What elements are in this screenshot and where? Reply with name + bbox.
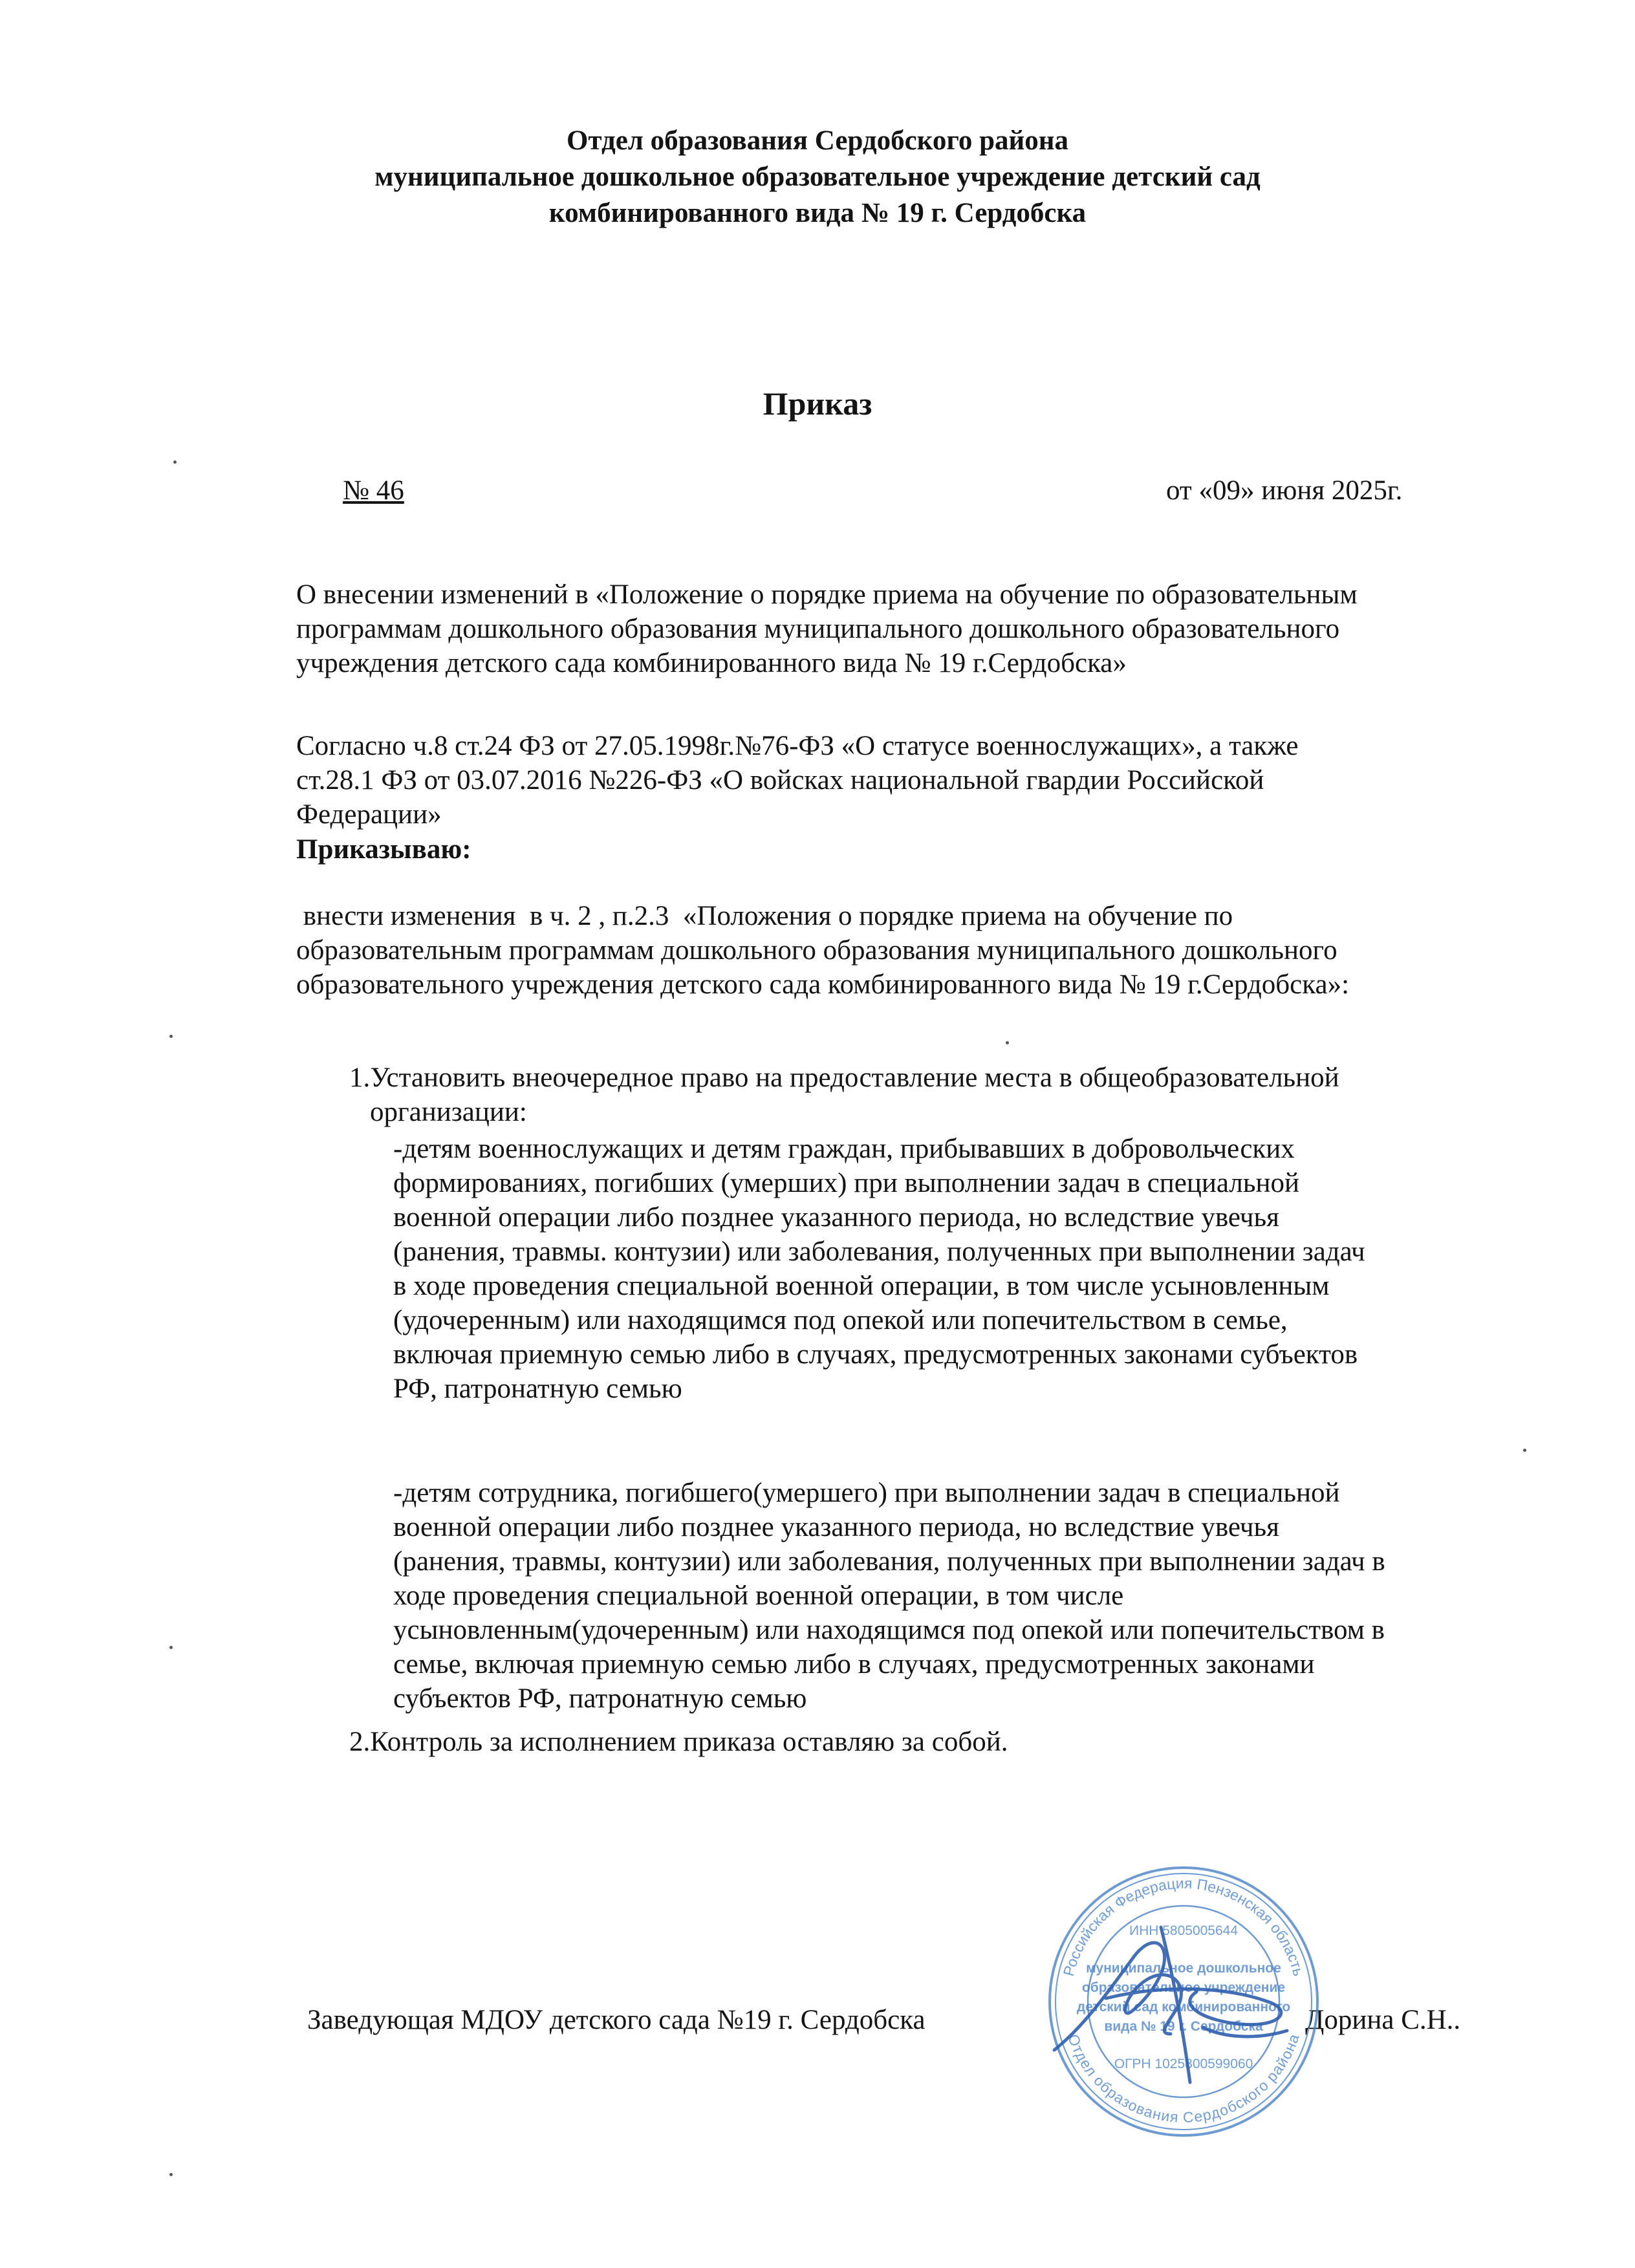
stamp-center-line: вида № 19 г. Сердобска — [1104, 2019, 1263, 2034]
text-line: организации: — [370, 1097, 527, 1127]
header-line: комбинированного вида № 19 г. Сердобска — [548, 198, 1087, 228]
scan-speck — [1523, 1449, 1526, 1452]
order-date: от «09» июня 2025г. — [1166, 475, 1403, 506]
text-line: в ходе проведения специальной военной операции, в том числе усыновленным — [393, 1271, 1330, 1301]
text-line: ст.28.1 ФЗ от 03.07.2016 №226-ФЗ «О войсках национальной гвардии Российской — [296, 765, 1264, 795]
text-line: военной операции либо позднее указанного периода, но вследствие увечья — [393, 1202, 1279, 1233]
handwritten-signature — [1009, 1888, 1319, 2095]
text-line: формированиях, погибших (умерших) при выполнении задач в специальной — [393, 1168, 1299, 1198]
text-line: усыновленным(удочеренным) или находящимся под опекой или попечительством в — [393, 1615, 1385, 1645]
stamp-center-line: образовательное учреждение — [1081, 1980, 1286, 1995]
scan-speck — [169, 2173, 173, 2176]
text-line: О внесении изменений в «Положение о порядке приема на обучение по образовательным — [296, 579, 1358, 610]
text-line: семье, включая приемную семью либо в случаях, предусмотренных законами — [393, 1649, 1315, 1679]
text-line: образовательным программам дошкольного образования муниципального дошкольного — [296, 935, 1337, 966]
stamp-center-line: муниципальное дошкольное — [1086, 1961, 1281, 1976]
stamp-inn: ИНН 5805005644 — [1129, 1923, 1239, 1938]
order-subject — [296, 578, 1358, 680]
signatory-name: Дорина С.Н.. — [1305, 2005, 1461, 2035]
text-line: внести изменения в ч. 2 , п.2.3 «Положения о порядке приема на обучение по — [296, 901, 1233, 931]
stamp-ogrn: ОГРН 1025800599060 — [1114, 2057, 1253, 2071]
document-header — [0, 123, 1635, 232]
signatory-position: Заведующая МДОУ детского сада №19 г. Сердобска — [307, 2005, 926, 2035]
order-item-1 — [349, 1061, 1339, 1129]
text-line: (ранения, травмы, контузии) или заболевания, полученных при выполнении задач в — [393, 1546, 1385, 1577]
text-line: учреждения детского сада комбинированного вида № 19 г.Сердобска» — [296, 648, 1127, 678]
text-line: -детям сотрудника, погибшего(умершего) при выполнении задач в специальной — [393, 1478, 1340, 1508]
text-line: -детям военнослужащих и детям граждан, прибывавших в добровольческих — [393, 1134, 1295, 1164]
order-number: № 46 — [343, 475, 404, 506]
stamp-outer-top-text: Российская Федерация Пензенская область — [1059, 1874, 1308, 1978]
document-title: Приказ — [763, 385, 872, 422]
order-intro — [296, 899, 1349, 1002]
scan-speck — [173, 460, 177, 464]
text-line: РФ, патронатную семью — [393, 1374, 682, 1404]
order-word: Приказываю: — [296, 834, 471, 865]
order-item-2: 2.Контроль за исполнением приказа оставляю за собой. — [349, 1727, 1008, 1757]
stamp-outer-bottom-text: Отдел образования Сердобского района — [1065, 2031, 1303, 2126]
text-line: субъектов РФ, патронатную семью — [393, 1683, 807, 1714]
text-line: ходе проведения специальной военной операции, в том числе — [393, 1581, 1124, 1611]
text-line: программам дошкольного образования муниципального дошкольного образовательного — [296, 614, 1340, 644]
text-line: (удочеренным) или находящимся под опекой или попечительством в семье, — [393, 1305, 1288, 1335]
legal-basis — [296, 729, 1299, 832]
stamp-center-line: детский сад комбинированного — [1076, 2000, 1291, 2014]
text-line: 1.Установить внеочередное право на предоставление места в общеобразовательной — [349, 1063, 1339, 1093]
text-line: включая приемную семью либо в случаях, предусмотренных законами субъектов — [393, 1339, 1358, 1370]
text-line: Согласно ч.8 ст.24 ФЗ от 27.05.1998г.№76-ФЗ «О статусе военнослужащих», а также — [296, 731, 1299, 761]
order-bullet-2 — [393, 1476, 1385, 1716]
text-line: Федерации» — [296, 799, 442, 830]
text-line: военной операции либо позднее указанного периода, но вследствие увечья — [393, 1512, 1279, 1542]
text-line: образовательного учреждения детского сада комбинированного вида № 19 г.Сердобска»: — [296, 969, 1350, 1000]
text-line: (ранения, травмы. контузии) или заболевания, полученных при выполнении задач — [393, 1237, 1365, 1267]
scan-speck — [1006, 1041, 1009, 1044]
header-line: муниципальное дошкольное образовательное учреждение детский сад — [374, 162, 1261, 192]
scan-speck — [169, 1646, 173, 1649]
order-bullet-1 — [393, 1132, 1365, 1406]
scan-speck — [169, 1035, 173, 1038]
header-line: Отдел образования Сердобского района — [566, 125, 1069, 156]
